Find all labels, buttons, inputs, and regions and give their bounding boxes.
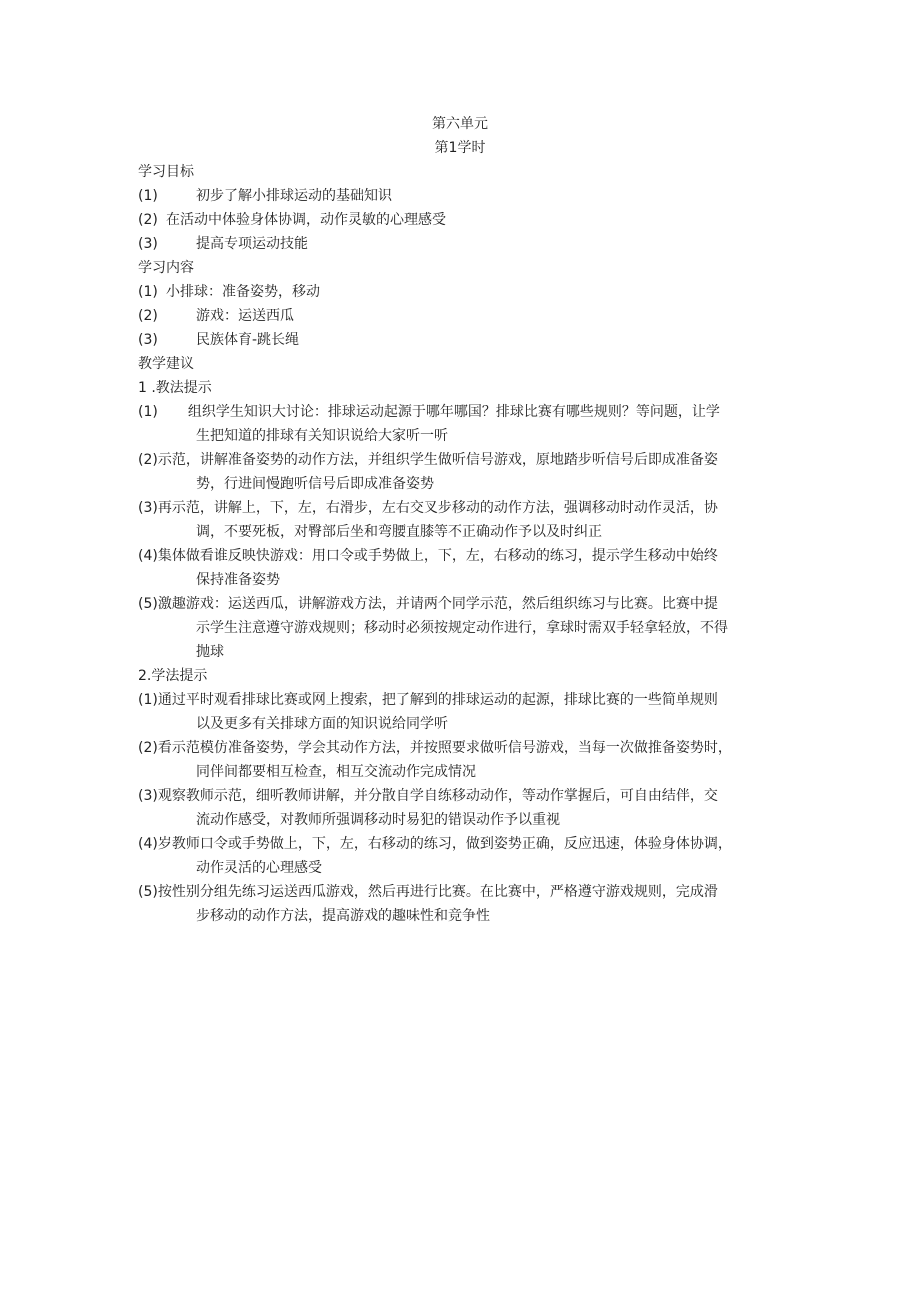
learning-tip-number: (2)	[138, 740, 158, 756]
content-text: 游戏：运送西瓜	[196, 308, 294, 324]
teaching-tip-item	[138, 496, 798, 544]
teaching-tips-heading: 1 .教法提示	[138, 380, 212, 396]
teaching-tip-number: (3)	[138, 500, 158, 516]
learning-tip-number: (1)	[138, 692, 158, 708]
learning-tip-continuation: 动作灵活的心理感受	[196, 860, 322, 876]
suggestions-heading: 教学建议	[138, 356, 194, 372]
teaching-tip-number: (4)	[138, 548, 158, 564]
learning-tip-number: (4)	[138, 836, 158, 852]
content-text: 小排球：准备姿势，移动	[166, 284, 320, 300]
teaching-tip-continuation: 抛球	[196, 644, 224, 660]
learning-tip-line	[138, 880, 798, 904]
learning-tip-continuation: 步移动的动作方法，提高游戏的趣味性和竞争性	[196, 908, 490, 924]
learning-tip-item	[138, 880, 798, 928]
goal-number: (1)	[138, 188, 158, 204]
teaching-tip-text: 组织学生知识大讨论：排球运动起源于哪年哪国？排球比赛有哪些规则？等问题，让学	[187, 404, 720, 420]
teaching-tip-number: (5)	[138, 596, 158, 612]
learning-tip-line	[138, 784, 798, 808]
goals-heading: 学习目标	[138, 164, 194, 180]
learning-tip-text: 岁教师口令或手势做上，下，左，右移动的练习，做到姿势正确，反应迅速，体验身体协调，	[157, 836, 732, 852]
teaching-tip-line	[138, 400, 798, 424]
goal-item	[138, 208, 798, 232]
learning-tip-number: (5)	[138, 884, 158, 900]
learning-tips-heading: 2.学法提示	[138, 668, 208, 684]
teaching-tip-item	[138, 400, 798, 448]
learning-tip-continuation: 以及更多有关排球方面的知识说给同学听	[196, 716, 448, 732]
teaching-tip-continuation: 生把知道的排球有关知识说给大家听一听	[196, 428, 448, 444]
teaching-tip-text: 激趣游戏：运送西瓜，讲解游戏方法，并请两个同学示范，然后组织练习与比赛。比赛中提	[157, 596, 718, 612]
learning-tip-continuation: 流动作感受，对教师所强调移动时易犯的错误动作予以重视	[196, 812, 560, 828]
goal-text: 在活动中体验身体协调，动作灵敏的心理感受	[166, 212, 446, 228]
learning-tip-item	[138, 688, 798, 736]
teaching-tip-text: 示范，讲解准备姿势的动作方法，并组织学生做听信号游戏，原地踏步听信号后即成准备姿	[157, 452, 718, 468]
goal-item	[138, 232, 798, 256]
content-item	[138, 328, 798, 352]
content-number: (1)	[138, 284, 158, 300]
teaching-tip-text: 集体做看谁反映快游戏：用口令或手势做上，下，左，右移动的练习，提示学生移动中始终	[157, 548, 718, 564]
content-number: (2)	[138, 308, 158, 324]
lesson-title: 第1学时	[434, 140, 486, 156]
learning-tip-number: (3)	[138, 788, 158, 804]
teaching-tip-continuation: 势，行进间慢跑听信号后即成准备姿势	[196, 476, 434, 492]
teaching-tip-line	[138, 544, 798, 568]
goal-text: 提高专项运动技能	[196, 236, 308, 252]
teaching-tip-line	[138, 496, 798, 520]
teaching-tip-text: 再示范，讲解上，下，左，右滑步，左右交叉步移动的动作方法，强调移动时动作灵活，协	[157, 500, 718, 516]
contents-heading: 学习内容	[138, 260, 194, 276]
teaching-tip-continuation: 调，不要死板，对臀部后坐和弯腰直膝等不正确动作予以及时纠正	[196, 524, 602, 540]
document-body	[138, 160, 798, 928]
content-number: (3)	[138, 332, 158, 348]
teaching-tip-number: (2)	[138, 452, 158, 468]
learning-tip-line	[138, 688, 798, 712]
teaching-tip-number: (1)	[138, 404, 158, 420]
learning-tip-text: 观察教师示范，细听教师讲解，并分散自学自练移动动作，等动作掌握后，可自由结伴，交	[157, 788, 718, 804]
learning-tip-text: 按性别分组先练习运送西瓜游戏，然后再进行比赛。在比赛中，严格遵守游戏规则，完成滑	[157, 884, 718, 900]
teaching-tip-line	[138, 592, 798, 616]
learning-tip-item	[138, 784, 798, 832]
teaching-tip-item	[138, 448, 798, 496]
content-item	[138, 280, 798, 304]
teaching-tip-item	[138, 592, 798, 664]
learning-tip-continuation: 同伴间都要相互检查，相互交流动作完成情况	[196, 764, 476, 780]
content-text: 民族体育-跳长绳	[196, 332, 300, 348]
goal-item	[138, 184, 798, 208]
teaching-tip-line	[138, 448, 798, 472]
teaching-tip-continuation: 示学生注意遵守游戏规则；移动时必须按规定动作进行，拿球时需双手轻拿轻放，不得	[196, 620, 728, 636]
learning-tip-text: 看示范模仿准备姿势，学会其动作方法，并按照要求做听信号游戏，当每一次做推备姿势时，	[157, 740, 732, 756]
learning-tip-item	[138, 736, 798, 784]
learning-tip-line	[138, 736, 798, 760]
goal-number: (2)	[138, 212, 158, 228]
learning-tip-line	[138, 832, 798, 856]
unit-title: 第六单元	[432, 116, 488, 132]
goal-number: (3)	[138, 236, 158, 252]
learning-tip-text: 通过平时观看排球比赛或网上搜索，把了解到的排球运动的起源，排球比赛的一些简单规则	[157, 692, 718, 708]
teaching-tip-item	[138, 544, 798, 592]
learning-tip-item	[138, 832, 798, 880]
teaching-tip-continuation: 保持准备姿势	[196, 572, 280, 588]
content-item	[138, 304, 798, 328]
goal-text: 初步了解小排球运动的基础知识	[196, 188, 392, 204]
